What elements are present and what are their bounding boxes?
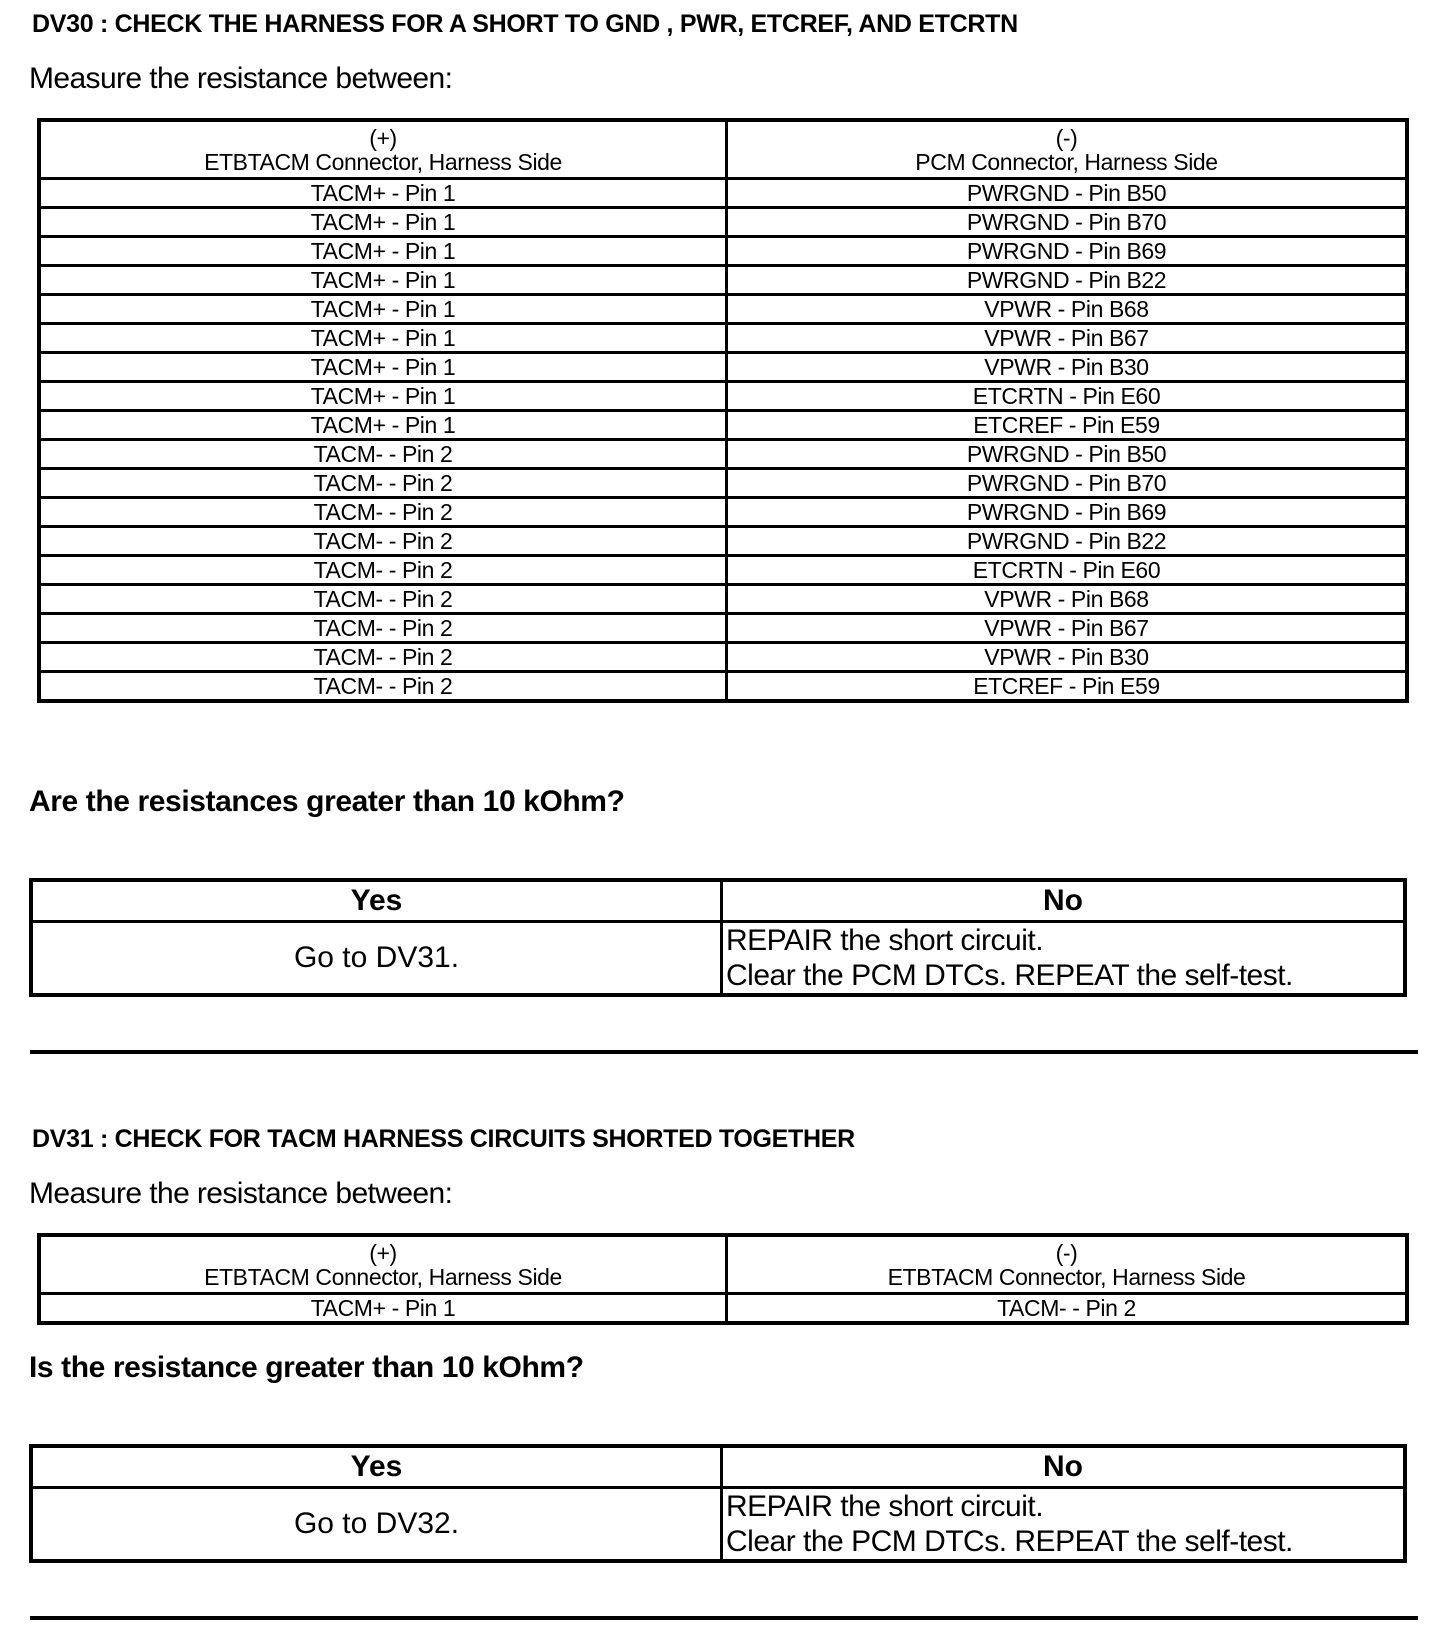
dv31-title: DV31 : CHECK FOR TACM HARNESS CIRCUITS SHORTED TOGETHER (32, 1125, 855, 1153)
positive-pin-cell: TACM+ - Pin 1 (39, 179, 727, 208)
negative-connector: ETBTACM Connector, Harness Side (887, 1263, 1246, 1290)
negative-pin-cell: VPWR - Pin B30 (727, 353, 1408, 382)
yes-action: Go to DV31. (31, 922, 722, 996)
table-row (39, 643, 1407, 672)
dv30-result-table (29, 878, 1407, 997)
no-action-line-2: Clear the PCM DTCs. REPEAT the self-test. (726, 959, 1293, 992)
no-action-line-1: REPAIR the short circuit. (726, 1490, 1044, 1523)
positive-pin-cell: TACM+ - Pin 1 (39, 266, 727, 295)
no-action (722, 922, 1406, 996)
table-row (39, 1294, 1407, 1324)
dv31-measurement-table (37, 1233, 1409, 1325)
dv30-title: DV30 : CHECK THE HARNESS FOR A SHORT TO GND , PWR, ETCREF, AND ETCRTN (32, 10, 1018, 38)
table-row (39, 237, 1407, 266)
no-action-line-2: Clear the PCM DTCs. REPEAT the self-test. (726, 1525, 1293, 1558)
table-header-row (39, 120, 1407, 179)
negative-header (727, 120, 1408, 179)
table-row (39, 527, 1407, 556)
positive-pin-cell: TACM+ - Pin 1 (39, 353, 727, 382)
negative-pin-cell: ETCREF - Pin E59 (727, 672, 1408, 702)
positive-pin-cell: TACM- - Pin 2 (39, 585, 727, 614)
positive-header (39, 120, 727, 179)
table-row (39, 556, 1407, 585)
positive-pin-cell: TACM+ - Pin 1 (39, 411, 727, 440)
table-row (39, 324, 1407, 353)
table-row (39, 295, 1407, 324)
negative-pin-cell: PWRGND - Pin B22 (727, 527, 1408, 556)
negative-connector: PCM Connector, Harness Side (915, 148, 1218, 175)
section-divider (30, 1050, 1418, 1054)
no-header: No (722, 880, 1406, 922)
table-row (39, 440, 1407, 469)
negative-sign: (-) (1055, 1239, 1078, 1266)
positive-pin-cell: TACM- - Pin 2 (39, 498, 727, 527)
negative-pin-cell: ETCRTN - Pin E60 (727, 556, 1408, 585)
positive-pin-cell: TACM- - Pin 2 (39, 440, 727, 469)
positive-pin-cell: TACM- - Pin 2 (39, 556, 727, 585)
negative-pin-cell: PWRGND - Pin B70 (727, 208, 1408, 237)
dv31-measure-instruction: Measure the resistance between: (29, 1177, 453, 1210)
section-divider (30, 1616, 1418, 1620)
positive-pin-cell: TACM+ - Pin 1 (39, 1294, 727, 1324)
table-row (39, 585, 1407, 614)
table-row (39, 469, 1407, 498)
table-row (39, 208, 1407, 237)
negative-pin-cell: PWRGND - Pin B70 (727, 469, 1408, 498)
table-row (39, 179, 1407, 208)
positive-pin-cell: TACM+ - Pin 1 (39, 324, 727, 353)
negative-pin-cell: TACM- - Pin 2 (727, 1294, 1408, 1324)
negative-pin-cell: VPWR - Pin B68 (727, 585, 1408, 614)
negative-pin-cell: PWRGND - Pin B50 (727, 440, 1408, 469)
positive-sign: (+) (369, 124, 397, 151)
positive-pin-cell: TACM- - Pin 2 (39, 614, 727, 643)
table-row (39, 672, 1407, 702)
negative-pin-cell: ETCREF - Pin E59 (727, 411, 1408, 440)
negative-pin-cell: ETCRTN - Pin E60 (727, 382, 1408, 411)
negative-pin-cell: PWRGND - Pin B50 (727, 179, 1408, 208)
negative-pin-cell: VPWR - Pin B30 (727, 643, 1408, 672)
dv30-question: Are the resistances greater than 10 kOhm? (29, 785, 625, 818)
negative-pin-cell: PWRGND - Pin B69 (727, 498, 1408, 527)
negative-sign: (-) (1055, 124, 1078, 151)
positive-header (39, 1235, 727, 1294)
positive-pin-cell: TACM+ - Pin 1 (39, 237, 727, 266)
positive-pin-cell: TACM+ - Pin 1 (39, 382, 727, 411)
positive-pin-cell: TACM- - Pin 2 (39, 643, 727, 672)
positive-pin-cell: TACM- - Pin 2 (39, 527, 727, 556)
positive-pin-cell: TACM+ - Pin 1 (39, 208, 727, 237)
table-row (39, 498, 1407, 527)
dv30-measure-instruction: Measure the resistance between: (29, 62, 453, 95)
positive-connector: ETBTACM Connector, Harness Side (204, 1263, 562, 1290)
negative-pin-cell: PWRGND - Pin B22 (727, 266, 1408, 295)
negative-pin-cell: VPWR - Pin B67 (727, 324, 1408, 353)
negative-pin-cell: PWRGND - Pin B69 (727, 237, 1408, 266)
no-header: No (722, 1446, 1406, 1488)
no-action-line-1: REPAIR the short circuit. (726, 924, 1044, 957)
negative-header (727, 1235, 1408, 1294)
dv31-result-table (29, 1444, 1407, 1563)
no-action (722, 1488, 1406, 1562)
table-row (39, 614, 1407, 643)
table-row (39, 382, 1407, 411)
table-row (39, 266, 1407, 295)
yes-header: Yes (31, 880, 722, 922)
positive-pin-cell: TACM+ - Pin 1 (39, 295, 727, 324)
table-header-row (39, 1235, 1407, 1294)
dv31-question: Is the resistance greater than 10 kOhm? (29, 1351, 584, 1384)
negative-pin-cell: VPWR - Pin B68 (727, 295, 1408, 324)
positive-pin-cell: TACM- - Pin 2 (39, 469, 727, 498)
positive-connector: ETBTACM Connector, Harness Side (204, 148, 562, 175)
yes-header: Yes (31, 1446, 722, 1488)
dv30-measurement-table (37, 118, 1409, 703)
negative-pin-cell: VPWR - Pin B67 (727, 614, 1408, 643)
table-row (39, 411, 1407, 440)
positive-pin-cell: TACM- - Pin 2 (39, 672, 727, 702)
positive-sign: (+) (369, 1239, 397, 1266)
table-row (39, 353, 1407, 382)
yes-action: Go to DV32. (31, 1488, 722, 1562)
